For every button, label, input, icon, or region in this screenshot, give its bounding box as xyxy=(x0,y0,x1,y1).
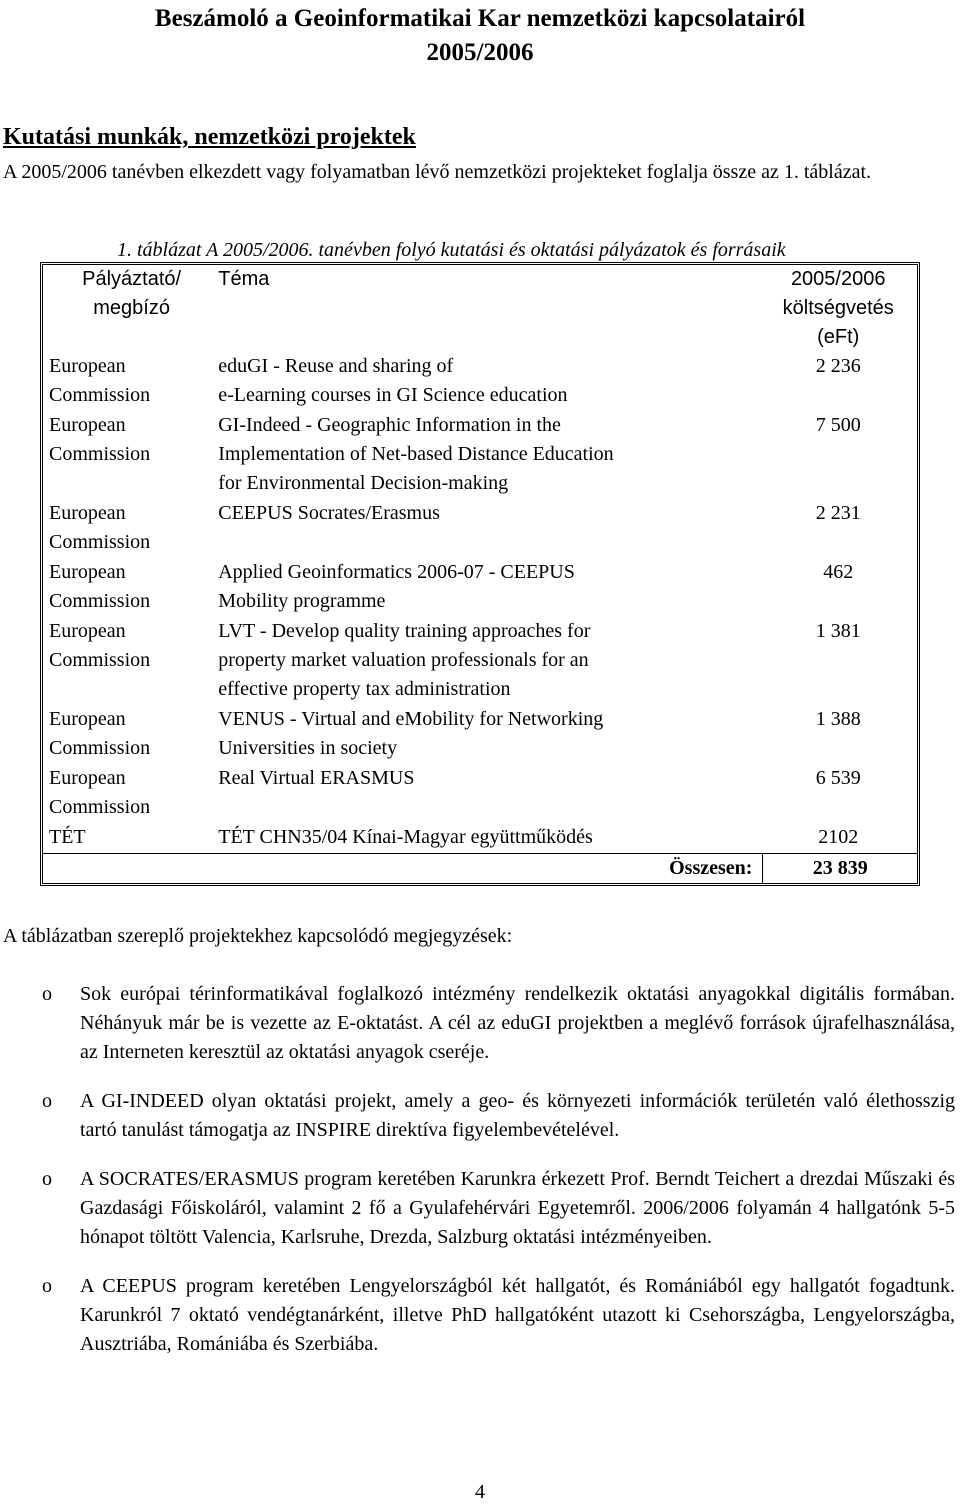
header-topic: Téma xyxy=(218,268,270,290)
topic-cell: eduGI - Reuse and sharing of e-Learning courses in GI Science education xyxy=(218,355,568,406)
table-row xyxy=(43,705,917,764)
title-line-2: 2005/2006 xyxy=(426,39,534,66)
topic-cell: LVT - Develop quality training approaches for property market valuation professionals for an effective property tax administration xyxy=(218,620,591,700)
budget-cell: 2102 xyxy=(818,826,859,848)
budget-cell: 462 xyxy=(823,561,854,583)
table-row xyxy=(43,352,917,411)
table-row xyxy=(43,764,917,823)
topic-cell: Applied Geoinformatics 2006-07 - CEEPUS Mobility programme xyxy=(218,561,575,612)
budget-cell: 1 388 xyxy=(815,708,861,730)
sponsor-cell: European Commission xyxy=(49,620,151,671)
notes-heading: A táblázatban szereplő projektekhez kapcsolódó megjegyzések: xyxy=(3,925,513,947)
bullet-icon: o xyxy=(42,983,52,1005)
page-number: 4 xyxy=(475,1481,485,1503)
topic-cell: TÉT CHN35/04 Kínai-Magyar együttműködés xyxy=(218,826,593,848)
topic-cell: GI-Indeed - Geographic Information in the Implementation of Net-based Distance Education for Environmental Decision-making xyxy=(218,414,614,494)
topic-cell: Real Virtual ERASMUS xyxy=(218,767,415,789)
document-title xyxy=(0,2,960,70)
bullet-icon: o xyxy=(42,1275,52,1297)
table-row xyxy=(43,823,917,853)
table-header-row xyxy=(43,265,917,352)
note-text: A GI-INDEED olyan oktatási projekt, amely a geo- és környezeti információk területén való élethosszig tartó tanulást támogatja az INSPIRE direktíva figyelembevételével. xyxy=(80,1090,955,1141)
note-text: Sok európai térinformatikával foglalkozó intézmény rendelkezik oktatási anyagokkal digitális formában. Néhányuk már be is vezette az E-oktatást. A cél az eduGI projektben a meglévő források újrafelhasználása, az Interneten keresztül az oktatási anyagok cseréje. xyxy=(80,983,955,1063)
title-line-1: Beszámoló a Geoinformatikai Kar nemzetközi kapcsolatairól xyxy=(154,5,806,32)
total-value: 23 839 xyxy=(763,853,917,883)
note-text: A SOCRATES/ERASMUS program keretében Karunkra érkezett Prof. Berndt Teichert a drezdai Műszaki és Gazdasági Főiskoláról, valamint 2 fő a Gyulafehérvári Egyetemről. 2006/2006 folyamán 4 hallgatónk 5-5 hónapot töltött Valencia, Karlsruhe, Drezda, Salzburg oktatási intézményeiben. xyxy=(80,1168,955,1248)
budget-cell: 1 381 xyxy=(815,620,861,642)
budget-cell: 7 500 xyxy=(815,414,861,436)
note-item xyxy=(0,980,960,1067)
budget-cell: 6 539 xyxy=(815,767,861,789)
note-item xyxy=(0,1165,960,1252)
sponsor-cell: European Commission xyxy=(49,767,151,818)
bullet-icon: o xyxy=(42,1090,52,1112)
bullet-icon: o xyxy=(42,1168,52,1190)
sponsor-cell: European Commission xyxy=(49,561,151,612)
total-label: Összesen: xyxy=(43,853,763,883)
sponsor-cell: European Commission xyxy=(49,355,151,406)
sponsor-cell: European Commission xyxy=(49,414,151,465)
sponsor-cell: TÉT xyxy=(49,826,86,848)
table-row xyxy=(43,617,917,705)
sponsor-cell: European Commission xyxy=(49,502,151,553)
section-title: Kutatási munkák, nemzetközi projektek xyxy=(3,124,416,150)
table-caption: 1. táblázat A 2005/2006. tanévben folyó kutatási és oktatási pályázatok és forrásaik xyxy=(117,239,786,261)
note-text: A CEEPUS program keretében Lengyelországból két hallgatót, és Romániából egy hallgatót fogadtunk. Karunkról 7 oktató vendégtanárként, illetve PhD hallgatóként utazott ki Csehországba, Lengyelországba, Ausztriába, Romániába és Szerbiába. xyxy=(80,1275,955,1355)
note-item xyxy=(0,1087,960,1145)
table-row xyxy=(43,411,917,499)
budget-cell: 2 236 xyxy=(815,355,861,377)
table-row xyxy=(43,558,917,617)
header-sponsor: Pályáztató/ megbízó xyxy=(82,268,182,319)
intro-paragraph: A 2005/2006 tanévben elkezdett vagy folyamatban lévő nemzetközi projekteket foglalja össze az 1. táblázat. xyxy=(3,161,872,183)
topic-cell: CEEPUS Socrates/Erasmus xyxy=(218,502,440,524)
grants-table xyxy=(40,262,920,886)
notes-list xyxy=(0,980,960,1379)
total-row xyxy=(43,853,917,883)
topic-cell: VENUS - Virtual and eMobility for Networking Universities in society xyxy=(218,708,604,759)
sponsor-cell: European Commission xyxy=(49,708,151,759)
note-item xyxy=(0,1272,960,1359)
budget-cell: 2 231 xyxy=(815,502,861,524)
header-budget: 2005/2006 költségvetés (eFt) xyxy=(782,268,894,348)
table-row xyxy=(43,499,917,558)
